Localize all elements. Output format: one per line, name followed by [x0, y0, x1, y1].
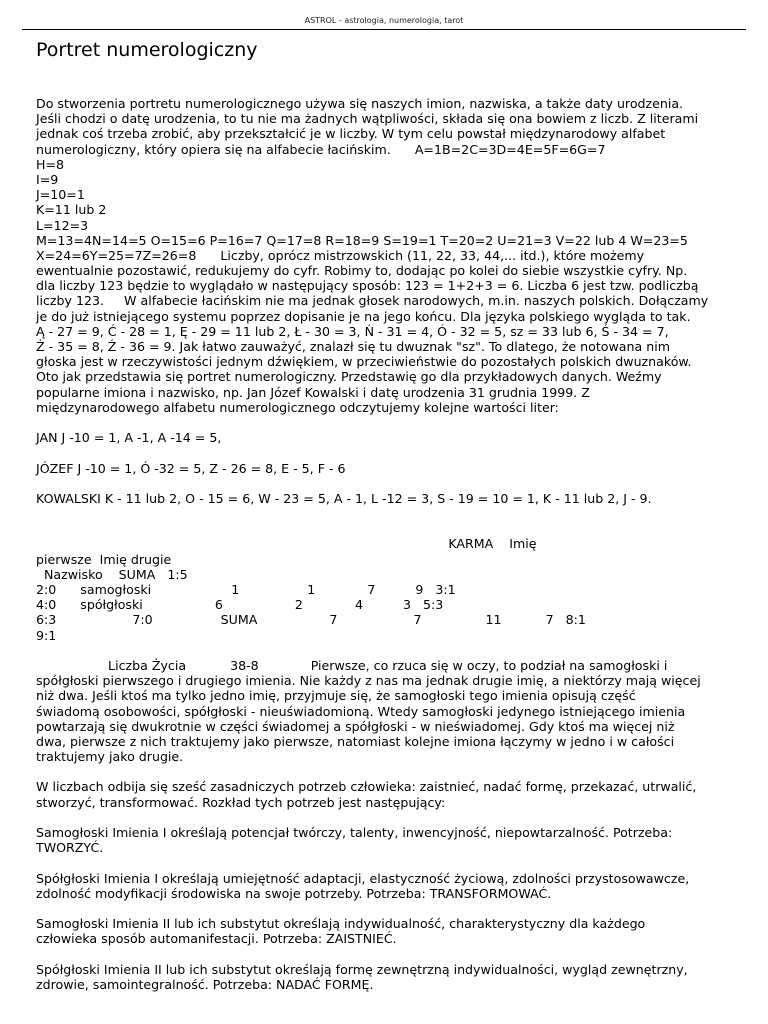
- text-line: [36, 810, 748, 825]
- text-line: jednak coś trzeba zrobić, aby przekształcić je w liczby. W tym celu powstał międzynarodowy alfabet: [36, 126, 666, 142]
- text-line: [36, 643, 748, 658]
- text-line: Jeśli chodzi o datę urodzenia, to tu nie ma żadnych wątpliwości, składa się ona bowiem z liczb. Z literami: [36, 111, 699, 127]
- text-line: Samogłoski Imienia II lub ich substytut określają indywidualność, charakterystyczny dla każdego: [36, 916, 646, 932]
- text-line: K=11 lub 2: [36, 202, 107, 218]
- text-line: JÓZEF J -10 = 1, Ó -32 = 5, Z - 26 = 8, E - 5, F - 6: [36, 460, 346, 476]
- text-line: [36, 506, 748, 521]
- text-line: [36, 476, 748, 491]
- text-line: H=8: [36, 156, 65, 172]
- text-line: [36, 947, 748, 962]
- text-line: TWORZYĆ.: [36, 840, 104, 856]
- text-line: Do stworzenia portretu numerologicznego używa się naszych imion, nazwiska, a także daty urodzenia.: [36, 96, 684, 111]
- text-line: KARMA Imię: [36, 536, 537, 552]
- page-header: [0, 0, 768, 30]
- text-line: Liczba Życia 38-8 Pierwsze, co rzuca się w oczy, to podział na samogłoski i: [36, 657, 668, 673]
- text-line: niż dwa. Jeśli ktoś ma tylko jedno imię, przyjmuje się, że samogłoski tego imienia opisują część: [36, 688, 636, 704]
- text-line: J=10=1: [36, 187, 85, 203]
- text-line: traktujemy jako drugie.: [36, 749, 184, 765]
- text-line: liczby 123. W alfabecie łacińskim nie ma jednak głosek narodowych, m.in. naszych polskich. Dołączamy: [36, 293, 709, 309]
- page-title: Portret numerologiczny: [36, 39, 258, 61]
- text-line: 2:0 samogłoski 1 1 7 9 3:1: [36, 582, 456, 597]
- text-line: [36, 901, 748, 916]
- text-line: I=9: [36, 171, 59, 187]
- text-line: pierwsze Imię drugie: [36, 551, 172, 567]
- text-line: Oto jak przedstawia się portret numerologiczny. Przedstawię go dla przykładowych danych. Weźmy: [36, 369, 662, 385]
- text-line: stworzyć, transformować. Rozkład tych potrzeb jest następujący:: [36, 794, 446, 810]
- text-line: dla liczby 123 będzie to wyglądało w następujący sposób: 123 = 1+2+3 = 6. Liczba 6 jest tzw. podliczbą: [36, 278, 699, 294]
- text-line: międzynarodowego alfabetu numerologicznego odczytujemy kolejne wartości liter:: [36, 399, 559, 415]
- text-line: Samogłoski Imienia I określają potencjał twórczy, talenty, inwencyjność, niepowtarzalność. Potrzeba:: [36, 825, 673, 840]
- text-line: 6:3 7:0 SUMA 7 7 11 7 8:1: [36, 612, 586, 628]
- header-divider: [22, 29, 746, 30]
- article-body: [36, 96, 748, 992]
- text-line: Spółgłoski Imienia I określają umiejętność adaptacji, elastyczność życiową, zdolności przystosowawcze,: [36, 870, 690, 886]
- text-line: 9:1: [36, 627, 57, 643]
- site-title: ASTROL - astrologia, numerologia, tarot: [304, 16, 464, 25]
- text-line: człowieka sposób automanifestacji. Potrzeba: ZAISTNIEĆ.: [36, 931, 397, 947]
- text-line: Spółgłoski Imienia II lub ich substytut określają formę zewnętrzną indywidualności, wygląd zewnętrzny,: [36, 961, 688, 977]
- text-line: M=13=4N=14=5 O=15=6 P=16=7 Q=17=8 R=18=9 S=19=1 T=20=2 U=21=3 V=22 lub 4 W=23=5: [36, 232, 688, 248]
- text-line: Ą - 27 = 9, Ć - 28 = 1, Ę - 29 = 11 lub 2, Ł - 30 = 3, Ń - 31 = 4, Ó - 32 = 5, sz = 33 lub 6, Ś - 34 = 7,: [36, 323, 669, 339]
- text-line: [36, 855, 748, 870]
- text-line: numerologiczny, który opiera się na alfabecie łacińskim. A=1B=2C=3D=4E=5F=6G=7: [36, 141, 606, 157]
- text-line: X=24=6Y=25=7Z=26=8 Liczby, oprócz mistrzowskich (11, 22, 33, 44,... itd.), które możemy: [36, 247, 645, 263]
- text-line: [36, 764, 748, 779]
- text-line: je do już istniejącego systemu poprzez dopisanie je na jego końcu. Dla języka polskiego wygląda to tak.: [36, 308, 691, 324]
- text-line: popularne imiona i nazwisko, np. Jan Józef Kowalski i datę urodzenia 31 grudnia 1999. Z: [36, 384, 590, 400]
- text-line: powtarzają się dwukrotnie w części świadomej a spółgłoski - w nieświadomej. Gdy ktoś ma więcej niż: [36, 718, 675, 734]
- text-line: [36, 521, 748, 536]
- text-line: świadomą osobowości, spółgłoski - nieuświadomioną. Wtedy samogłoski jedynego istniejącego imienia: [36, 703, 686, 719]
- text-line: zdolność modyfikacji środowiska na swoje potrzeby. Potrzeba: TRANSFORMOWAĆ.: [36, 885, 552, 901]
- text-line: głoska jest w rzeczywistości jednym dźwiękiem, w przeciwieństwie do pozostałych polskich dwuznaków.: [36, 354, 692, 370]
- text-line: L=12=3: [36, 217, 89, 233]
- text-line: ewentualnie pozostawić, redukujemy do cyfr. Robimy to, dodając po kolei do siebie wszystkie cyfry. Np.: [36, 263, 688, 279]
- text-line: JAN J -10 = 1, A -1, A -14 = 5,: [36, 430, 222, 446]
- text-line: [36, 445, 748, 460]
- text-line: zdrowie, samointegralność. Potrzeba: NADAĆ FORMĘ.: [36, 976, 374, 992]
- text-line: W liczbach odbija się sześć zasadniczych potrzeb człowieka: zaistnieć, nadać formę, przekazać, utrwalić,: [36, 779, 697, 795]
- text-line: dwa, pierwsze z nich traktujemy jako pierwsze, natomiast kolejne imiona łączymy w jedno i w całości: [36, 733, 675, 749]
- text-line: Ż - 35 = 8, Ź - 36 = 9. Jak łatwo zauważyć, znalazł się tu dwuznak "sz". To dlatego, że notowana nim: [36, 339, 670, 354]
- text-line: 4:0 spółgłoski 6 2 4 3 5:3: [36, 597, 444, 613]
- text-line: Nazwisko SUMA 1:5: [36, 566, 188, 582]
- text-line: spółgłoski pierwszego i drugiego imienia. Nie każdy z nas ma jednak drugie imię, a niektórzy mają więcej: [36, 673, 701, 689]
- text-line: [36, 415, 748, 430]
- text-line: KOWALSKI K - 11 lub 2, O - 15 = 6, W - 23 = 5, A - 1, L -12 = 3, S - 19 = 10 = 1, K - 11 lub 2, J - 9.: [36, 490, 652, 506]
